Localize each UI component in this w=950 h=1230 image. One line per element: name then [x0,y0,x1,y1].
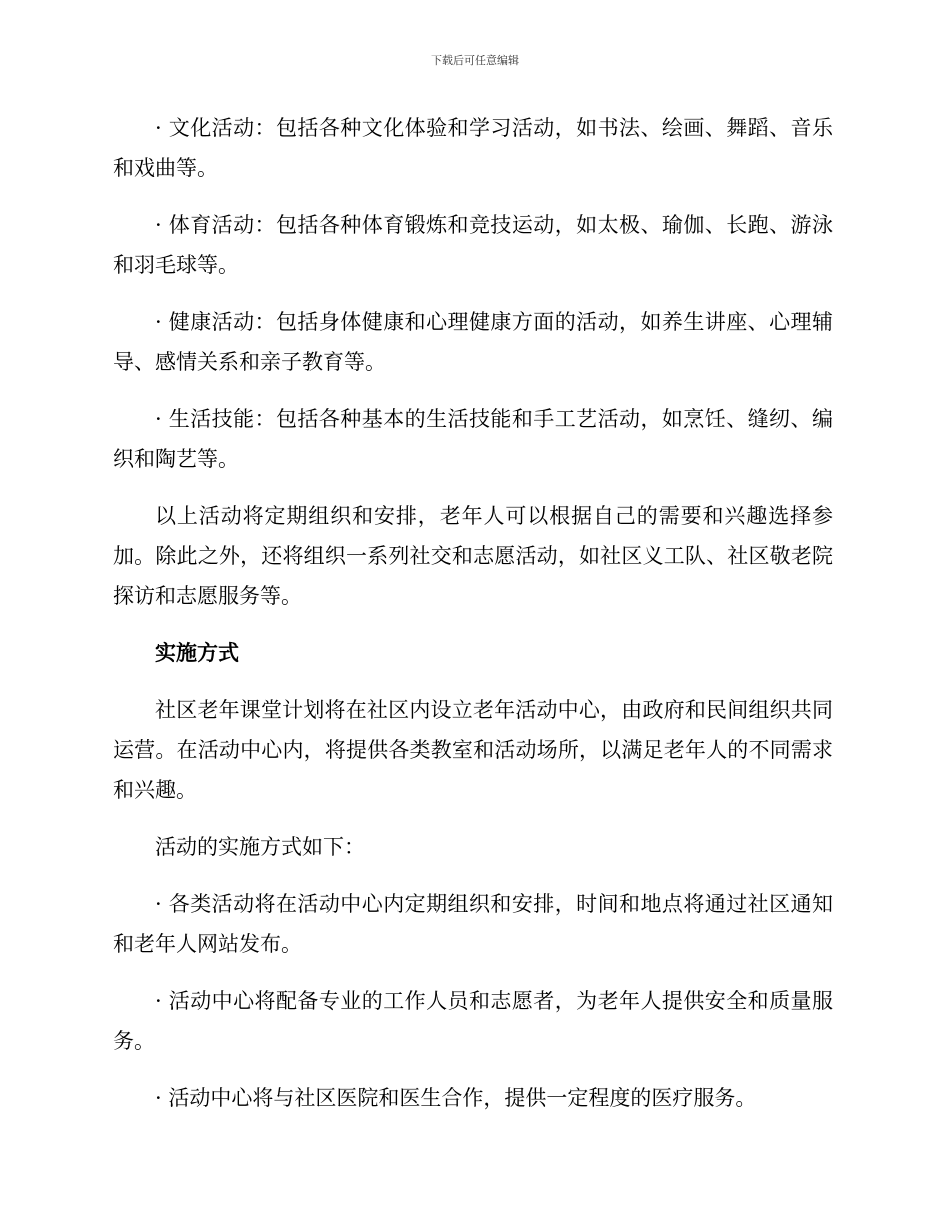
page-header: 下载后可任意编辑 [431,54,519,67]
bullet-health: · 健康活动：包括身体健康和心理健康方面的活动，如养生讲座、心理辅导、感情关系和亲子教育等。 [113,310,833,374]
bullet-staffing: · 活动中心将配备专业的工作人员和志愿者，为老年人提供安全和质量服务。 [113,989,833,1053]
bullet-culture: · 文化活动：包括各种文化体验和学习活动，如书法、绘画、舞蹈、音乐和戏曲等。 [113,116,833,180]
implementation-paragraph: 社区老年课堂计划将在社区内设立老年活动中心，由政府和民间组织共同运营。在活动中心内，将提供各类教室和活动场所，以满足老年人的不同需求和兴趣。 [113,698,833,802]
bullet-sports: · 体育活动：包括各种体育锻炼和竞技运动，如太极、瑜伽、长跑、游泳和羽毛球等。 [113,213,833,277]
activities-list [113,108,833,1118]
bullet-life-skills: · 生活技能：包括各种基本的生活技能和手工艺活动，如烹饪、缝纫、编织和陶艺等。 [113,407,833,471]
bullet-medical: · 活动中心将与社区医院和医生合作，提供一定程度的医疗服务。 [155,1086,757,1110]
section-heading: 实施方式 [155,640,239,665]
intro-line: 活动的实施方式如下： [155,835,365,859]
summary-paragraph: 以上活动将定期组织和安排，老年人可以根据自己的需要和兴趣选择参加。除此之外，还将组织一系列社交和志愿活动，如社区义工队、社区敬老院探访和志愿服务等。 [113,504,833,608]
bullet-scheduling: · 各类活动将在活动中心内定期组织和安排，时间和地点将通过社区通知和老年人网站发布。 [113,892,833,956]
